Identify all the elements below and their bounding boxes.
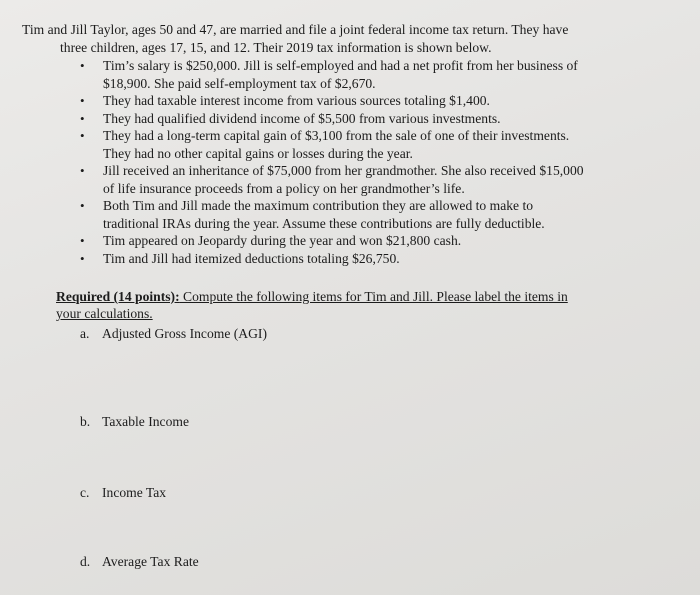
list-item bbox=[80, 232, 660, 250]
item-letter: a. bbox=[80, 326, 90, 341]
intro-line-1: Tim and Jill Taylor, ages 50 and 47, are married and file a joint federal income tax return. They have bbox=[22, 22, 569, 37]
intro-paragraph bbox=[22, 21, 662, 56]
list-item bbox=[80, 110, 660, 128]
fact-line: They had no other capital gains or losses during the year. bbox=[103, 145, 413, 161]
question-item-d bbox=[80, 553, 199, 570]
fact-line: Tim and Jill had itemized deductions totaling $26,750. bbox=[103, 250, 400, 266]
item-label: Adjusted Gross Income (AGI) bbox=[102, 326, 267, 341]
bullet-icon: • bbox=[80, 250, 85, 266]
item-letter: b. bbox=[80, 414, 91, 429]
required-text-1: Compute the following items for Tim and Jill. Please label the items in bbox=[179, 289, 568, 304]
question-item-c bbox=[80, 484, 166, 501]
bullet-icon: • bbox=[80, 128, 85, 143]
question-item-a bbox=[80, 325, 267, 342]
fact-line: $18,900. She paid self-employment tax of $2,670. bbox=[103, 75, 376, 91]
required-instructions bbox=[56, 288, 666, 322]
intro-line-2: three children, ages 17, 15, and 12. Their 2019 tax information is shown below. bbox=[60, 39, 492, 55]
required-label: Required (14 points): bbox=[56, 289, 180, 304]
fact-line: of life insurance proceeds from a policy on her grandmother’s life. bbox=[103, 180, 465, 196]
list-item bbox=[80, 197, 660, 232]
fact-line: Tim’s salary is $250,000. Jill is self-employed and had a net profit from her business of bbox=[103, 58, 578, 73]
fact-line: They had a long-term capital gain of $3,100 from the sale of one of their investments. bbox=[103, 128, 570, 143]
fact-line: Tim appeared on Jeopardy during the year and won $21,800 cash. bbox=[103, 233, 462, 248]
fact-line: traditional IRAs during the year. Assume these contributions are fully deductible. bbox=[103, 215, 545, 231]
bullet-icon: • bbox=[80, 233, 85, 248]
required-line-2: your calculations. bbox=[56, 306, 153, 321]
required-line-1 bbox=[56, 288, 666, 305]
bullet-icon: • bbox=[80, 93, 85, 108]
item-letter: c. bbox=[80, 485, 90, 500]
facts-list bbox=[80, 57, 660, 267]
bullet-icon: • bbox=[80, 198, 85, 213]
item-letter: d. bbox=[80, 554, 91, 569]
fact-line: Jill received an inheritance of $75,000 from her grandmother. She also received $15,000 bbox=[103, 163, 584, 178]
item-label: Average Tax Rate bbox=[102, 554, 199, 569]
list-item bbox=[80, 250, 660, 268]
list-item bbox=[80, 92, 660, 110]
item-label: Taxable Income bbox=[102, 414, 189, 429]
list-item bbox=[80, 127, 660, 162]
bullet-icon: • bbox=[80, 58, 85, 73]
fact-line: They had qualified dividend income of $5,500 from various investments. bbox=[103, 110, 501, 126]
fact-line: Both Tim and Jill made the maximum contribution they are allowed to make to bbox=[103, 198, 534, 213]
fact-line: They had taxable interest income from various sources totaling $1,400. bbox=[103, 93, 490, 108]
list-item bbox=[80, 162, 660, 197]
question-item-b bbox=[80, 413, 189, 430]
bullet-icon: • bbox=[80, 163, 85, 178]
bullet-icon: • bbox=[80, 110, 85, 126]
list-item bbox=[80, 57, 660, 92]
item-label: Income Tax bbox=[102, 485, 167, 500]
